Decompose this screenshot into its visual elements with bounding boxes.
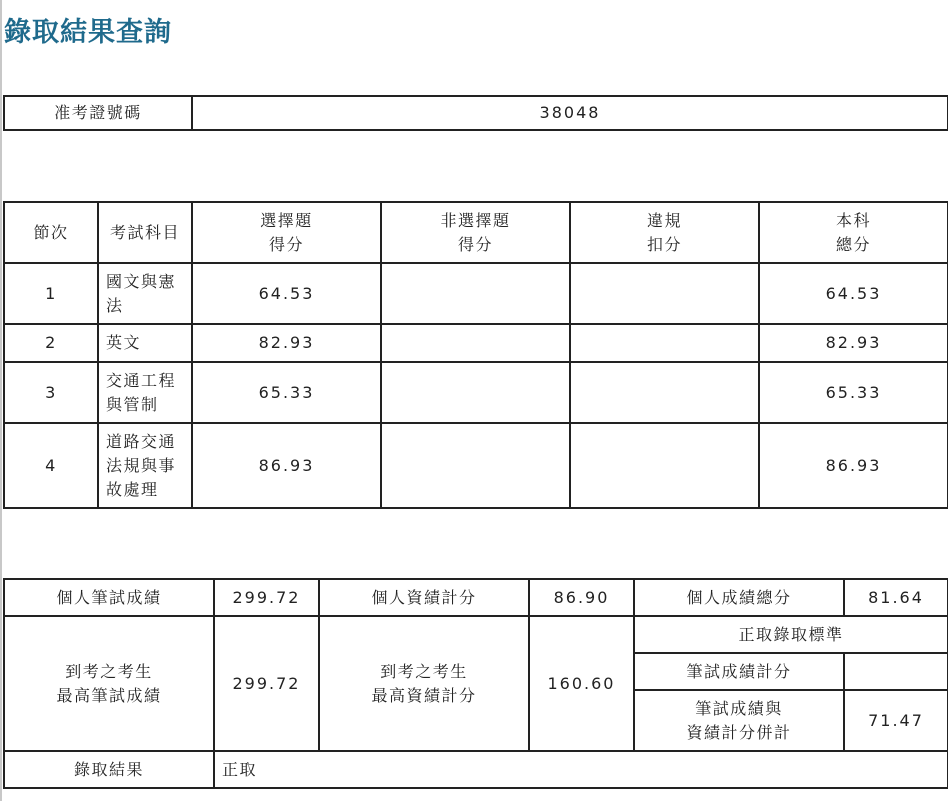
header-violation-line1: 違規 (646, 210, 682, 230)
row-subject-line: 法 (106, 295, 124, 315)
table-row (4, 263, 948, 324)
page-title: 錄取結果查詢 (4, 17, 172, 48)
subject-scores-table (3, 201, 948, 509)
header-total-line1: 本科 (835, 210, 871, 230)
header-total-line2: 總分 (835, 234, 871, 254)
table-row (4, 423, 948, 508)
row-subject-line: 故處理 (106, 479, 159, 499)
header-nonmc-line2: 得分 (457, 234, 493, 254)
max-written-label-line: 到考之考生 (65, 661, 153, 681)
standard-combined-label-line: 資績計分併計 (686, 722, 792, 742)
standard-written-label: 筆試成績計分 (634, 653, 844, 690)
header-session: 節次 (4, 202, 98, 263)
admission-ticket-table (3, 95, 948, 131)
max-record-label-line: 到考之考生 (380, 661, 468, 681)
row-session: 1 (4, 263, 98, 324)
row-subject (98, 362, 192, 423)
row-total: 82.93 (759, 324, 948, 362)
row-mc-score: 64.53 (192, 263, 381, 324)
max-record-value: 160.60 (529, 616, 634, 751)
row-total: 65.33 (759, 362, 948, 423)
standard-combined-value: 71.47 (844, 690, 948, 751)
standard-combined-label (634, 690, 844, 751)
row-subject (98, 324, 192, 362)
total-score-label: 個人成績總分 (634, 579, 844, 616)
record-score-label: 個人資績計分 (319, 579, 529, 616)
written-score-label: 個人筆試成績 (4, 579, 214, 616)
header-subject-total (759, 202, 948, 263)
max-record-label (319, 616, 529, 751)
header-nonmc-line1: 非選擇題 (440, 210, 511, 230)
row-deduction (570, 423, 759, 508)
row-session: 4 (4, 423, 98, 508)
header-violation-deduction (570, 202, 759, 263)
header-nonmc-score (381, 202, 570, 263)
admission-result-label: 錄取結果 (4, 751, 214, 788)
row-mc-score: 86.93 (192, 423, 381, 508)
row-subject (98, 263, 192, 324)
max-record-label-line: 最高資績計分 (371, 685, 477, 705)
row-deduction (570, 263, 759, 324)
row-session: 3 (4, 362, 98, 423)
row-total: 86.93 (759, 423, 948, 508)
row-nonmc-score (381, 263, 570, 324)
summary-table (3, 578, 948, 789)
header-mc-line1: 選擇題 (260, 210, 313, 230)
scores-header-row (4, 202, 948, 263)
row-subject (98, 423, 192, 508)
row-nonmc-score (381, 362, 570, 423)
max-written-label-line: 最高筆試成績 (56, 685, 162, 705)
admission-result-value: 正取 (214, 751, 948, 788)
row-subject-line: 道路交通 (106, 431, 177, 451)
max-written-label (4, 616, 214, 751)
row-deduction (570, 362, 759, 423)
header-mc-score (192, 202, 381, 263)
row-subject-line: 交通工程 (106, 370, 177, 390)
admission-ticket-row (4, 96, 948, 130)
row-total: 64.53 (759, 263, 948, 324)
written-score-value: 299.72 (214, 579, 319, 616)
summary-row-result (4, 751, 948, 788)
row-nonmc-score (381, 324, 570, 362)
row-subject-line: 國文與憲 (106, 271, 177, 291)
row-subject-line: 英文 (106, 333, 142, 352)
total-score-value: 81.64 (844, 579, 948, 616)
table-row (4, 362, 948, 423)
header-subject: 考試科目 (98, 202, 192, 263)
row-subject-line: 與管制 (106, 394, 159, 414)
header-mc-line2: 得分 (268, 234, 304, 254)
record-score-value: 86.90 (529, 579, 634, 616)
admission-ticket-value: 38048 (192, 96, 948, 130)
row-deduction (570, 324, 759, 362)
admission-ticket-label: 准考證號碼 (4, 96, 192, 130)
standard-combined-label-line: 筆試成績與 (695, 698, 783, 718)
row-session: 2 (4, 324, 98, 362)
table-row (4, 324, 948, 362)
max-written-value: 299.72 (214, 616, 319, 751)
standard-written-value (844, 653, 948, 690)
row-mc-score: 65.33 (192, 362, 381, 423)
header-violation-line2: 扣分 (646, 234, 682, 254)
row-subject-line: 法規與事 (106, 455, 177, 475)
admission-standard-header: 正取錄取標準 (634, 616, 948, 653)
row-nonmc-score (381, 423, 570, 508)
summary-row-personal (4, 579, 948, 616)
page-left-border (0, 0, 2, 801)
summary-row-max (4, 616, 948, 653)
row-mc-score: 82.93 (192, 324, 381, 362)
